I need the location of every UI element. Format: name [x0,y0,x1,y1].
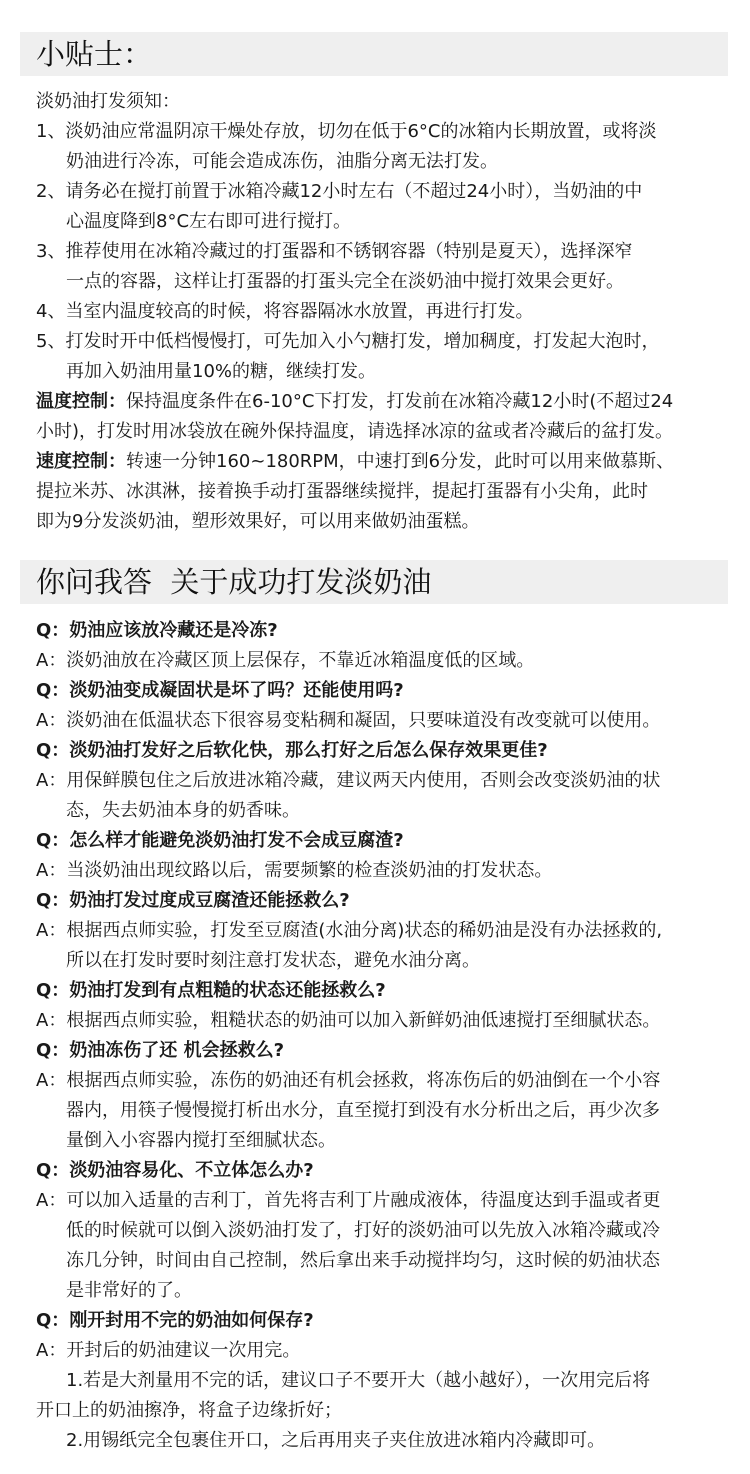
tip-text: 当室内温度较高的时候，将容器隔冰水放置，再进行打发。 [65,301,534,322]
question-text: 奶油冻伤了还 机会拯救么? [69,1040,285,1061]
tips-subtitle: 淡奶油打发须知： [36,91,180,112]
q-prefix: Q： [36,1160,70,1181]
tip-num: 4、 [36,301,66,322]
answer-7-cont-2: 量倒入小容器内搅打至细腻状态。 [66,1130,336,1151]
question-text: 奶油打发到有点粗糙的状态还能拯救么? [69,980,386,1001]
question-8 [36,1156,314,1186]
q-prefix: Q： [36,980,70,1001]
tip-item-1-cont: 奶油进行冷冻，可能会造成冻伤，油脂分离无法打发。 [66,151,498,172]
speed-control [36,447,674,477]
question-9 [36,1306,314,1336]
question-text: 淡奶油打发好之后软化快，那么打好之后怎么保存效果更佳? [69,740,548,761]
tip-item-3 [36,237,632,267]
a-prefix: A： [36,1340,67,1361]
answer-text: 根据西点师实验，冻伤的奶油还有机会拯救，将冻伤后的奶油倒在一个小容 [66,1070,661,1091]
tip-text: 淡奶油应常温阴凉干燥处存放，切勿在低于6°C的冰箱内长期放置，或将淡 [65,121,657,142]
answer-1 [36,646,534,676]
temp-control-text: 保持温度条件在6-10°C下打发，打发前在冰箱冷藏12小时(不超过24 [126,391,674,412]
answer-6 [36,1006,660,1036]
question-text: 奶油打发过度成豆腐渣还能拯救么? [69,890,350,911]
question-text: 怎么样才能避免淡奶油打发不会成豆腐渣? [69,830,404,851]
tip-item-5 [36,327,659,357]
answer-text: 当淡奶油出现纹路以后，需要频繁的检查淡奶油的打发状态。 [66,860,553,881]
tip-item-5-cont: 再加入奶油用量10%的糖，继续打发。 [66,361,377,382]
q-prefix: Q： [36,680,70,701]
a-prefix: A： [36,710,67,731]
q-prefix: Q： [36,1310,70,1331]
answer-7 [36,1066,660,1096]
q-prefix: Q： [36,620,70,641]
tip-num: 5、 [36,331,66,352]
question-text: 奶油应该放冷藏还是冷冻? [69,620,278,641]
question-text: 刚开封用不完的奶油如何保存? [69,1310,314,1331]
answer-5-cont: 所以在打发时要时刻注意打发状态，避免水油分离。 [66,950,480,971]
question-3 [36,736,548,766]
temp-control [36,387,673,417]
q-prefix: Q： [36,830,70,851]
tip-text: 打发时开中低档慢慢打，可先加入小勺糖打发，增加稠度，打发起大泡时， [65,331,660,352]
speed-control-cont-1: 提拉米苏、冰淇淋，接着换手动打蛋器继续搅拌，提起打蛋器有小尖角，此时 [36,481,648,502]
a-prefix: A： [36,1190,67,1211]
tips-header [20,32,728,76]
speed-control-text: 转速一分钟160~180RPM，中速打到6分发，此时可以用来做慕斯、 [126,451,675,472]
answer-text: 用保鲜膜包住之后放进冰箱冷藏，建议两天内使用，否则会改变淡奶油的状 [66,770,661,791]
answer-8-cont-3: 是非常好的了。 [66,1280,192,1301]
answer-text: 可以加入适量的吉利丁，首先将吉利丁片融成液体，待温度达到手温或者更 [66,1190,661,1211]
a-prefix: A： [36,650,67,671]
answer-text: 根据西点师实验，打发至豆腐渣(水油分离)状态的稀奶油是没有办法拯救的, [66,920,663,941]
q-prefix: Q： [36,740,70,761]
answer-8 [36,1186,660,1216]
tip-num: 1、 [36,121,66,142]
question-7 [36,1036,284,1066]
question-5 [36,886,350,916]
tip-item-4 [36,297,533,327]
answer-9-extra-1-cont: 开口上的奶油擦净，将盒子边缘折好； [36,1400,342,1421]
answer-4 [36,856,552,886]
qa-header [20,560,728,604]
question-4 [36,826,404,856]
answer-8-cont-2: 冻几分钟，时间由自己控制，然后拿出来手动搅拌均匀，这时候的奶油状态 [66,1250,660,1271]
answer-2 [36,706,660,736]
tips-title: 小贴士： [36,37,153,71]
question-1 [36,616,278,646]
a-prefix: A： [36,1070,67,1091]
temp-control-cont: 小时)，打发时用冰袋放在碗外保持温度，请选择冰凉的盆或者冷藏后的盆打发。 [36,421,674,442]
answer-5 [36,916,662,946]
speed-control-label: 速度控制： [36,451,126,472]
question-text: 淡奶油容易化、不立体怎么办? [69,1160,314,1181]
a-prefix: A： [36,1010,67,1031]
tip-item-2 [36,177,642,207]
answer-7-cont-1: 器内，用筷子慢慢搅打析出水分，直至搅打到没有水分析出之后，再少次多 [66,1100,660,1121]
tip-item-3-cont: 一点的容器，这样让打蛋器的打蛋头完全在淡奶油中搅打效果会更好。 [66,271,624,292]
answer-9 [36,1336,300,1366]
answer-text: 根据西点师实验，粗糙状态的奶油可以加入新鲜奶油低速搅打至细腻状态。 [66,1010,661,1031]
tip-num: 2、 [36,181,66,202]
answer-text: 淡奶油在低温状态下很容易变粘稠和凝固，只要味道没有改变就可以使用。 [66,710,661,731]
tip-text: 推荐使用在冰箱冷藏过的打蛋器和不锈钢容器（特别是夏天），选择深窄 [65,241,633,262]
tip-item-2-cont: 心温度降到8°C左右即可进行搅打。 [66,211,352,232]
answer-3 [36,766,660,796]
q-prefix: Q： [36,1040,70,1061]
answer-text: 开封后的奶油建议一次用完。 [66,1340,301,1361]
temp-control-label: 温度控制： [36,391,126,412]
question-6 [36,976,386,1006]
qa-title: 你问我答 关于成功打发淡奶油 [36,565,432,599]
answer-9-extra-2: 2.用锡纸完全包裹住开口，之后再用夹子夹住放进冰箱内冷藏即可。 [66,1430,606,1451]
answer-8-cont-1: 低的时候就可以倒入淡奶油打发了，打好的淡奶油可以先放入冰箱冷藏或冷 [66,1220,660,1241]
answer-text: 淡奶油放在冷藏区顶上层保存，不靠近冰箱温度低的区域。 [66,650,535,671]
tip-item-1 [36,117,656,147]
answer-9-extra-1: 1.若是大剂量用不完的话，建议口子不要开大（越小越好），一次用完后将 [66,1370,651,1391]
question-2 [36,676,404,706]
tip-text: 请务必在搅打前置于冰箱冷藏12小时左右（不超过24小时），当奶油的中 [65,181,643,202]
a-prefix: A： [36,860,67,881]
a-prefix: A： [36,770,67,791]
a-prefix: A： [36,920,67,941]
question-text: 淡奶油变成凝固状是坏了吗？还能使用吗? [69,680,404,701]
q-prefix: Q： [36,890,70,911]
tip-num: 3、 [36,241,66,262]
speed-control-cont-2: 即为9分发淡奶油，塑形效果好，可以用来做奶油蛋糕。 [36,511,480,532]
answer-3-cont: 态，失去奶油本身的奶香味。 [66,800,300,821]
